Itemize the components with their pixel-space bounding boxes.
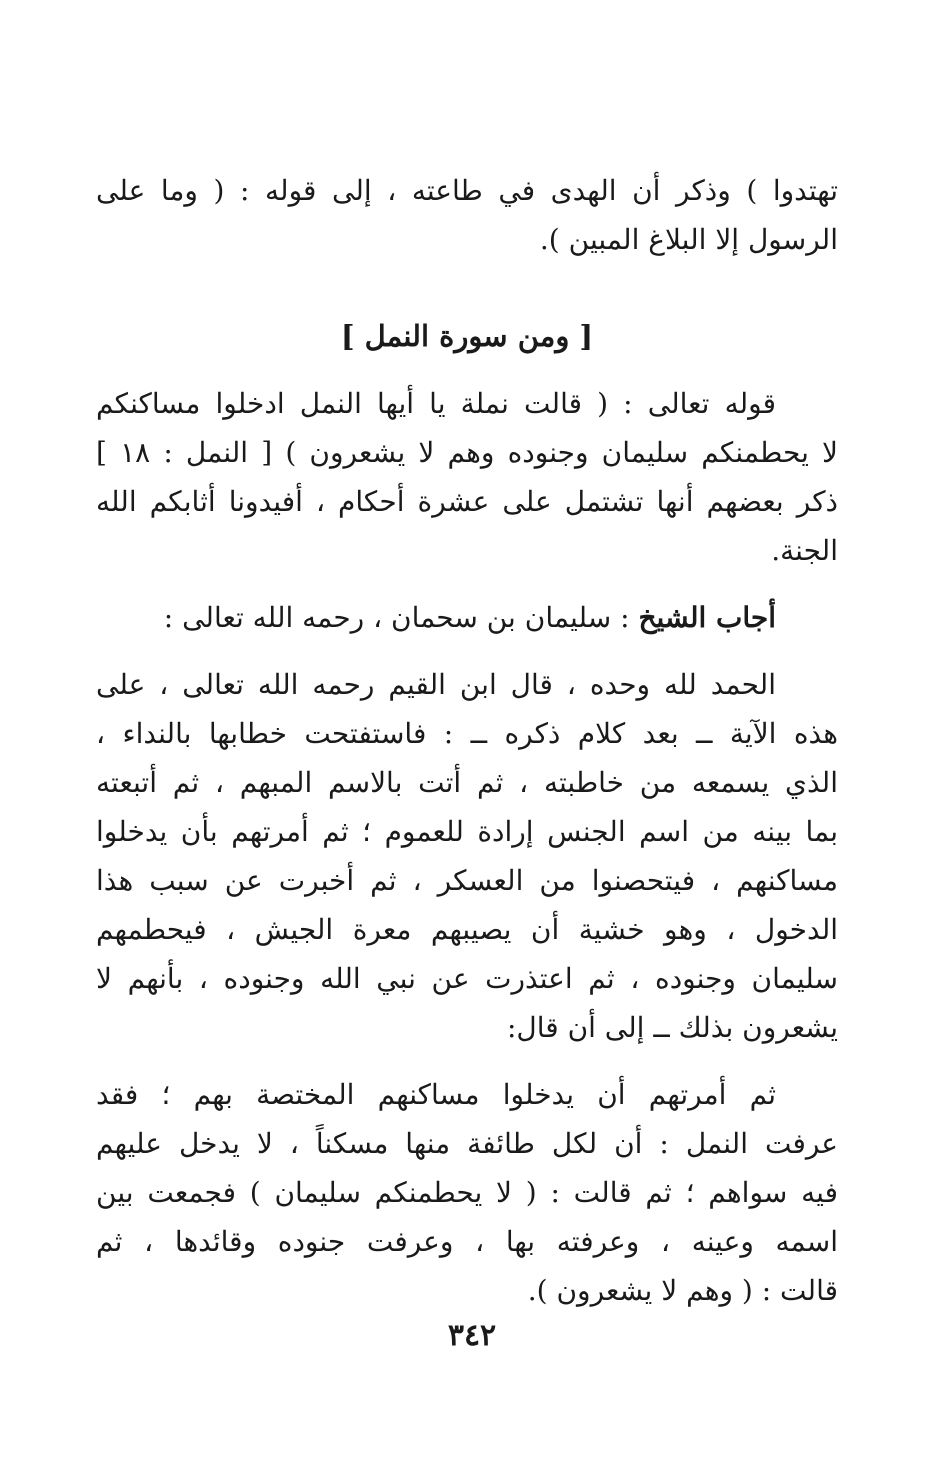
text-line: هذه الآية ــ بعد كلام ذكره ــ : فاستفتحت خطابها بالنداء ، [96, 717, 838, 750]
text-line: الجنة. [771, 534, 838, 567]
answer-label: أجاب الشيخ [638, 601, 776, 634]
answer-paragraph-2 [96, 1070, 838, 1315]
page-number: ٣٤٢ [447, 1318, 497, 1353]
text-line: اسمه وعينه ، وعرفته بها ، وعرفت جنوده وقائدها ، ثم [96, 1225, 838, 1258]
text-line: تهتدوا ) وذكر أن الهدى في طاعته ، إلى قوله : ( وما على [96, 174, 838, 207]
text-line: لا يحطمنكم سليمان وجنوده وهم لا يشعرون ) [ النمل : ١٨ ] [96, 436, 838, 469]
text-line: مساكنهم ، فيتحصنوا من العسكر ، ثم أخبرت عن سبب هذا [96, 864, 838, 897]
text-line: فيه سواهم ؛ ثم قالت : ( لا يحطمنكم سليمان ) فجمعت بين [96, 1176, 838, 1209]
text-line: الدخول ، وهو خشية أن يصيبهم معرة الجيش ، فيحطمهم [96, 913, 838, 946]
text-line: بما بينه من اسم الجنس إرادة للعموم ؛ ثم أمرتهم بأن يدخلوا [96, 815, 838, 848]
text-line: ذكر بعضهم أنها تشتمل على عشرة أحكام ، أفيدونا أثابكم الله [96, 485, 838, 518]
intro-paragraph [96, 166, 838, 264]
page-body [96, 166, 838, 1315]
answer-paragraph-1 [96, 660, 838, 1052]
section-title: [ ومن سورة النمل ] [340, 319, 594, 353]
text-line: يشعرون بذلك ــ إلى أن قال: [506, 1011, 838, 1044]
text-line: الحمد لله وحده ، قال ابن القيم رحمه الله تعالى ، على [96, 668, 776, 701]
text-line: الذي يسمعه من خاطبته ، ثم أتت بالاسم المبهم ، ثم أتبعته [96, 766, 838, 799]
answer-header [96, 593, 838, 642]
text-line: عرفت النمل : أن لكل طائفة منها مسكناً ، لا يدخل عليهم [96, 1127, 838, 1160]
text-line: سليمان وجنوده ، ثم اعتذرت عن نبي الله وجنوده ، بأنهم لا [96, 962, 838, 995]
text-line: الرسول إلا البلاغ المبين ). [539, 223, 838, 256]
answer-attribution: : سليمان بن سحمان ، رحمه الله تعالى : [163, 601, 639, 634]
question-paragraph [96, 379, 838, 575]
text-line: قالت : ( وهم لا يشعرون ). [527, 1274, 838, 1307]
text-line: ثم أمرتهم أن يدخلوا مساكنهم المختصة بهم ؛ فقد [96, 1078, 776, 1111]
text-line: قوله تعالى : ( قالت نملة يا أيها النمل ادخلوا مساكنكم [96, 387, 776, 420]
